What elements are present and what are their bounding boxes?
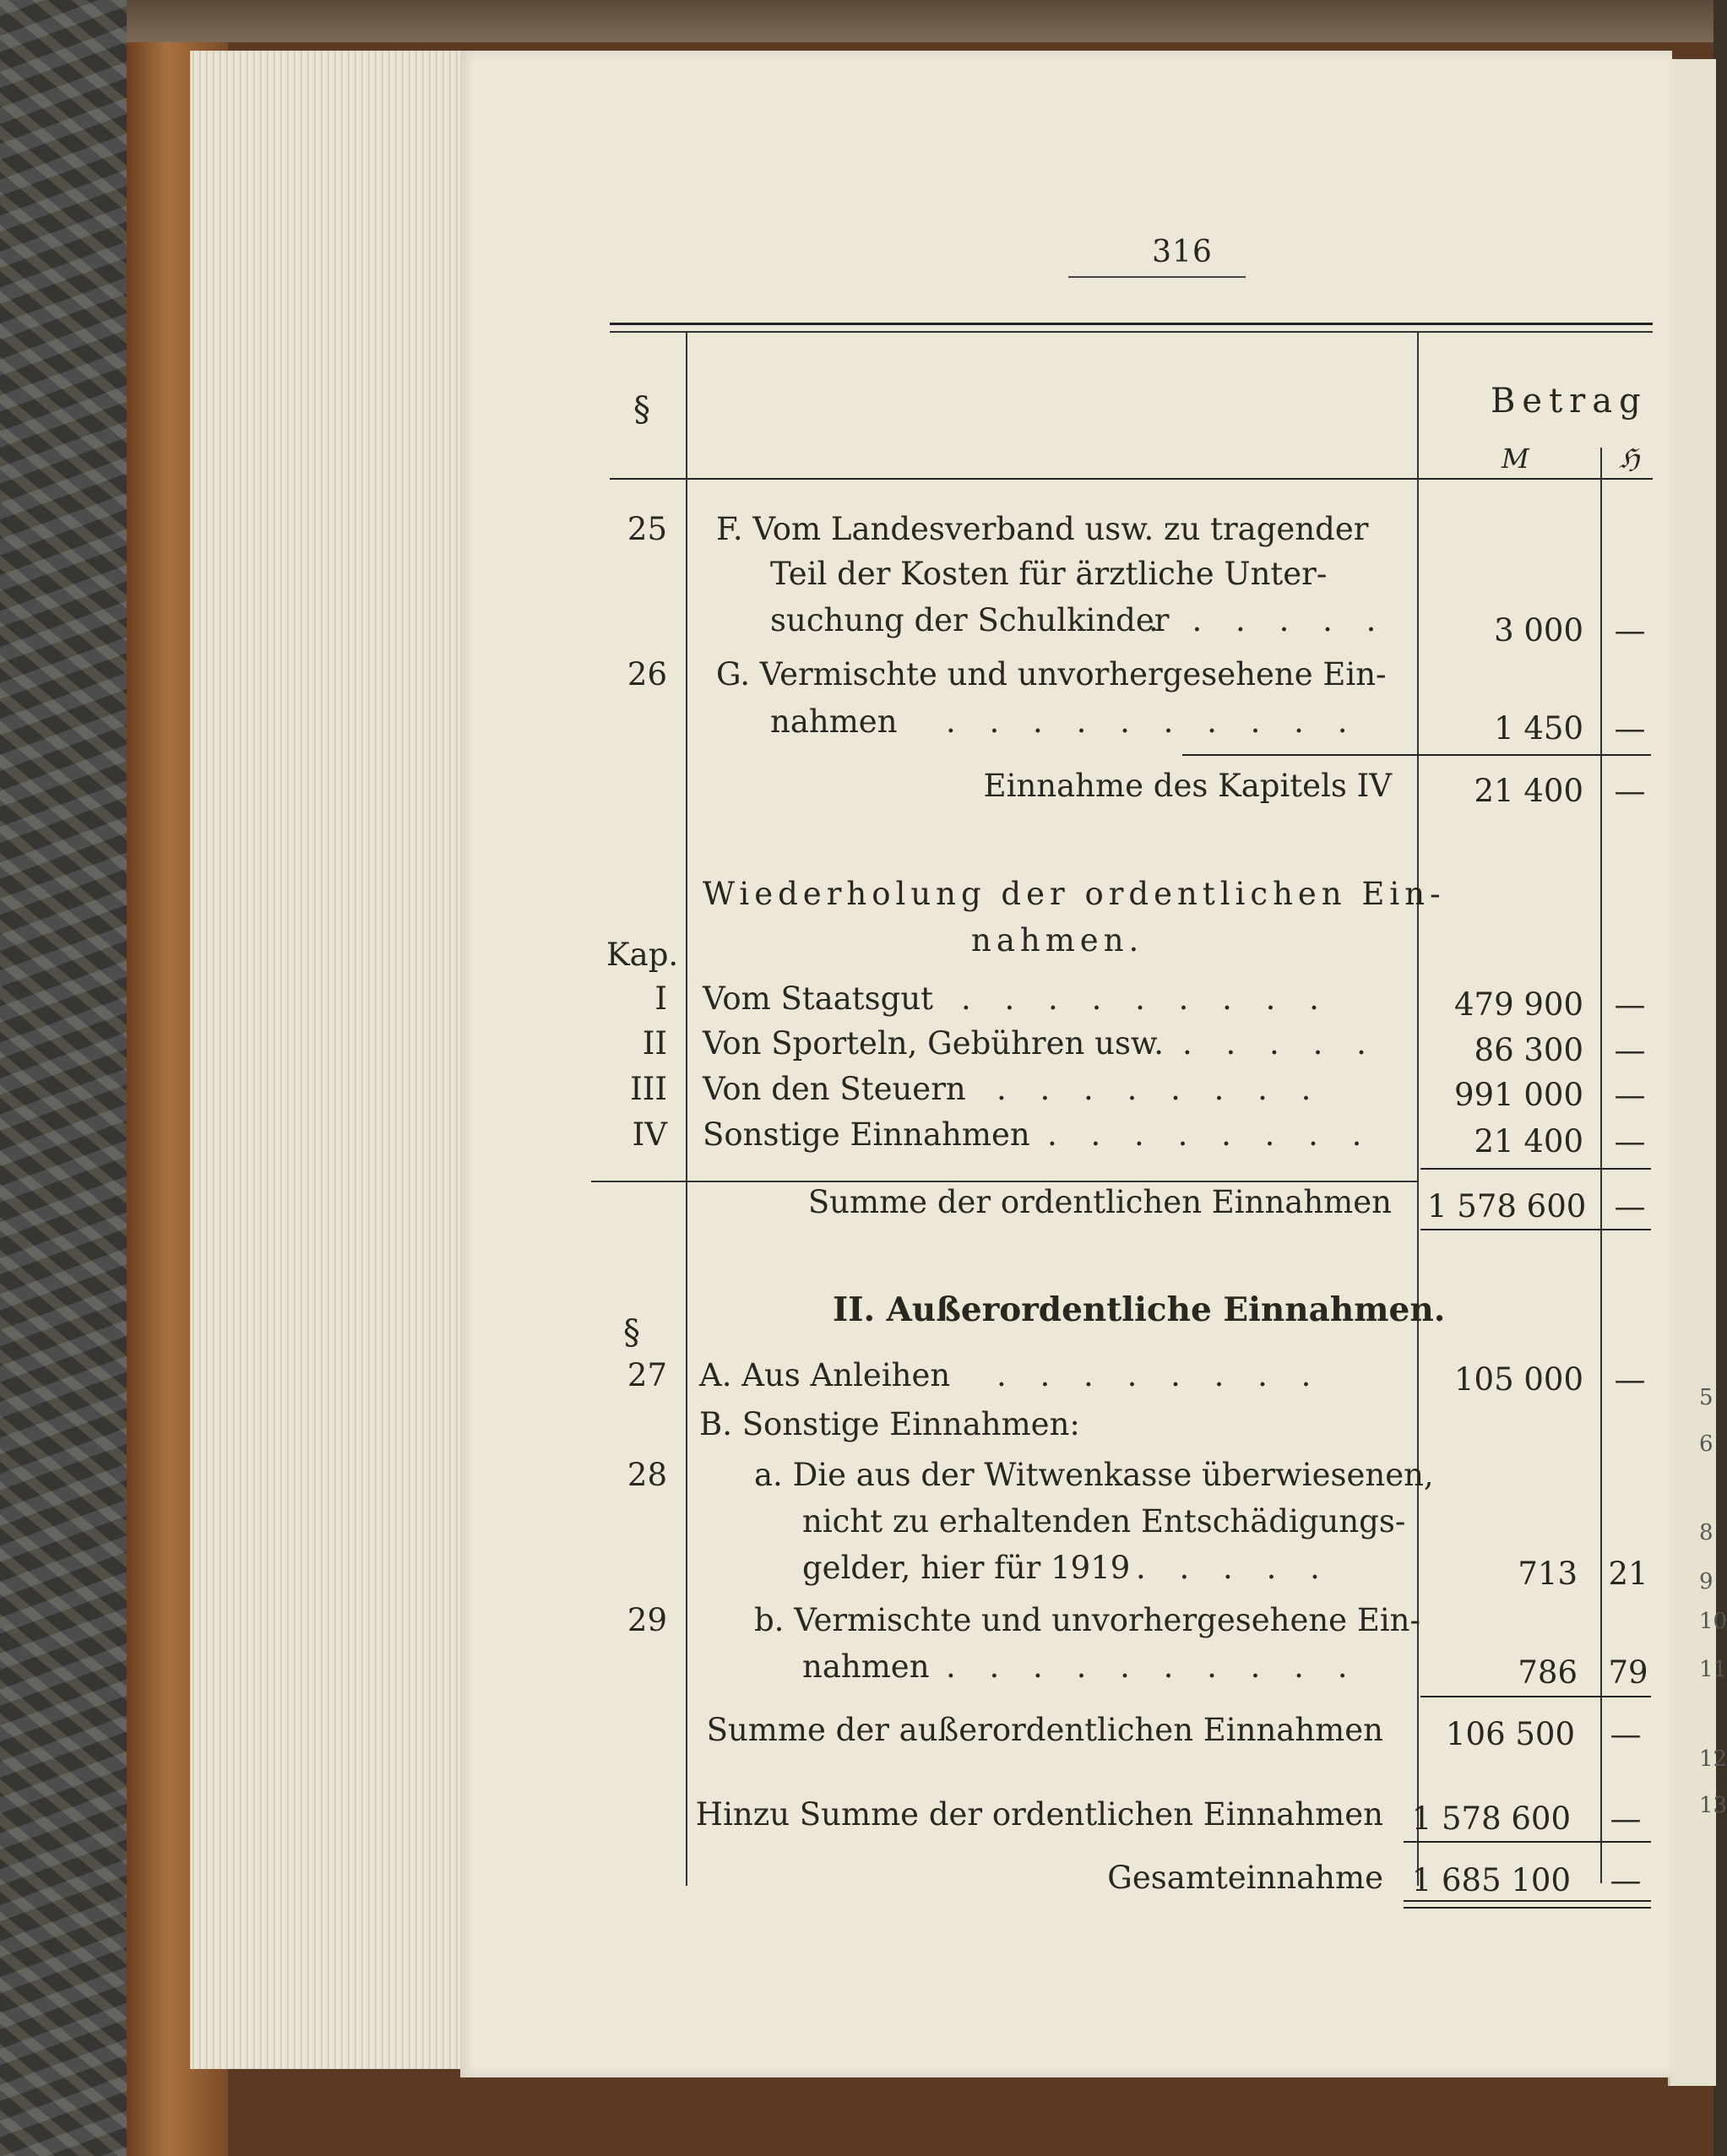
kap-3-number: III <box>630 1071 667 1107</box>
kap-2-number: II <box>642 1025 667 1062</box>
chapter-sum-rule <box>1182 754 1651 756</box>
row-28-dots: . . . . . <box>1136 1550 1332 1586</box>
row-26-mark: 1 450 <box>1494 710 1583 747</box>
chapter-sum-mark: 21 400 <box>1474 773 1583 809</box>
row-26-line2: nahmen <box>770 703 898 740</box>
kap-2-label: Von Sporteln, Gebühren usw. <box>703 1025 1164 1062</box>
add-ordinary-mark: 1 578 600 <box>1411 1800 1571 1837</box>
total-rule <box>1404 1841 1651 1843</box>
row-26-number: 26 <box>627 656 667 692</box>
row-29-pf: 79 <box>1608 1654 1648 1691</box>
row-29-dots: . . . . . . . . . . <box>946 1648 1360 1685</box>
row-26-line1: G. Vermischte und unvorhergesehene Ein- <box>716 656 1387 692</box>
row-29-line2: nahmen <box>802 1648 930 1685</box>
kap-1-label: Vom Staatsgut <box>703 980 934 1017</box>
row-25-pf: — <box>1614 612 1646 649</box>
total-mark: 1 685 100 <box>1411 1862 1571 1898</box>
total-bottom-rule <box>1404 1900 1651 1902</box>
row-29-line1: b. Vermischte und unvorhergesehene Ein- <box>754 1602 1420 1638</box>
kap-4-dots: . . . . . . . . <box>1047 1116 1374 1153</box>
kap-2-mark: 86 300 <box>1474 1032 1583 1068</box>
row-25-dots: . . . . . . <box>1149 602 1388 638</box>
facing-page-number: 6 <box>1699 1431 1713 1457</box>
row-27-dots: . . . . . . . . <box>997 1357 1323 1393</box>
section-2-heading: II. Außerordentliche Einnahmen. <box>833 1290 1446 1329</box>
ordinary-sum-label: Summe der ordentlichen Einnahmen <box>807 1184 1392 1220</box>
add-ordinary-label: Hinzu Summe der ordentlichen Einnahmen <box>695 1796 1383 1833</box>
extraordinary-sum-rule <box>1420 1696 1651 1697</box>
kap-2-dots: . . . . . <box>1182 1025 1378 1062</box>
add-ordinary-pf: — <box>1610 1800 1642 1837</box>
row-28-line1: a. Die aus der Witwenkasse überwiesenen, <box>754 1457 1434 1493</box>
facing-page-number: 5 <box>1699 1385 1713 1410</box>
page-number-rule <box>1068 276 1246 278</box>
row-26-pf: — <box>1614 710 1646 747</box>
kap-3-label: Von den Steuern <box>703 1071 966 1107</box>
ordinary-sum-rule <box>1420 1168 1651 1170</box>
table-header-bottom-rule <box>610 478 1653 480</box>
kap-1-number: I <box>654 980 667 1017</box>
ordinary-sum-mark: 1 578 600 <box>1427 1188 1587 1225</box>
table-top-rule <box>610 323 1653 325</box>
col-rule-section <box>686 332 687 1886</box>
kap-4-pf: — <box>1614 1123 1646 1159</box>
kap-1-dots: . . . . . . . . . <box>961 980 1331 1017</box>
facing-page-number: 12 <box>1699 1746 1727 1772</box>
row-28-line3: gelder, hier für 1919 <box>802 1550 1131 1586</box>
header-section: § <box>633 390 650 429</box>
row-27-pf: — <box>1614 1361 1646 1398</box>
header-mark: M <box>1502 443 1529 475</box>
row-B-label: B. Sonstige Einnahmen: <box>699 1406 1080 1442</box>
row-28-line2: nicht zu erhaltenden Entschädigungs- <box>802 1503 1406 1540</box>
facing-page-number: 13 <box>1699 1793 1727 1818</box>
total-pf: — <box>1610 1862 1642 1898</box>
row-25-line1: F. Vom Landesverband usw. zu tragender <box>716 511 1369 547</box>
repetition-heading-line2: nahmen. <box>971 922 1144 959</box>
row-28-number: 28 <box>627 1457 667 1493</box>
row-27-mark: 105 000 <box>1453 1361 1583 1398</box>
extraordinary-sum-label: Summe der außerordentlichen Einnahmen <box>706 1712 1383 1748</box>
row-25-line3: suchung der Schulkinder <box>770 602 1170 638</box>
row-29-mark: 786 <box>1518 1654 1578 1691</box>
kap-3-dots: . . . . . . . . <box>997 1071 1323 1107</box>
kap-3-mark: 991 000 <box>1453 1077 1583 1113</box>
repetition-heading-line1: Wiederholung der ordentlichen Ein- <box>703 876 1446 912</box>
table-top-rule-thin <box>610 331 1653 333</box>
kap-2-pf: — <box>1614 1032 1646 1068</box>
total-label: Gesamteinnahme <box>1107 1860 1383 1896</box>
col-rule-amount <box>1417 332 1419 1886</box>
extraordinary-sum-mark: 106 500 <box>1445 1716 1575 1752</box>
kap-3-pf: — <box>1614 1077 1646 1113</box>
facing-page-number: 11 <box>1699 1657 1727 1682</box>
section-symbol: § <box>623 1313 640 1352</box>
row-25-line2: Teil der Kosten für ärztliche Unter- <box>770 556 1328 592</box>
ordinary-sum-pf: — <box>1614 1188 1646 1225</box>
chapter-sum-pf: — <box>1614 773 1646 809</box>
facing-page-number: 8 <box>1699 1520 1713 1545</box>
kap-4-number: IV <box>632 1116 667 1153</box>
kap-1-pf: — <box>1614 986 1646 1023</box>
row-28-mark: 713 <box>1518 1556 1578 1592</box>
kap-1-mark: 479 900 <box>1453 986 1583 1023</box>
row-25-mark: 3 000 <box>1494 612 1583 649</box>
header-pf: ℌ <box>1619 443 1640 475</box>
row-25-number: 25 <box>627 511 667 547</box>
row-27-label: A. Aus Anleihen <box>699 1357 951 1393</box>
facing-page-edge <box>1668 59 1716 2086</box>
facing-page-number: 10 <box>1699 1609 1727 1634</box>
row-28-pf: 21 <box>1608 1556 1648 1592</box>
col-rule-pf <box>1600 448 1602 1883</box>
facing-page-number: 9 <box>1699 1569 1713 1594</box>
extraordinary-sum-pf: — <box>1610 1716 1642 1752</box>
ordinary-sum-rule-left <box>591 1181 1417 1182</box>
kap-label: Kap. <box>606 937 679 973</box>
kap-4-mark: 21 400 <box>1474 1123 1583 1159</box>
page-block-edge <box>190 51 469 2069</box>
ordinary-sum-bottom-rule <box>1420 1229 1651 1230</box>
header-amount: Betrag <box>1491 382 1648 421</box>
top-binding <box>127 0 1713 42</box>
chapter-sum-label: Einnahme des Kapitels IV <box>983 768 1392 804</box>
row-27-number: 27 <box>627 1357 667 1393</box>
total-bottom-rule-2 <box>1404 1907 1651 1909</box>
row-29-number: 29 <box>627 1602 667 1638</box>
page-number: 316 <box>1152 235 1213 269</box>
kap-4-label: Sonstige Einnahmen <box>703 1116 1030 1153</box>
row-26-dots: . . . . . . . . . . <box>946 703 1360 740</box>
